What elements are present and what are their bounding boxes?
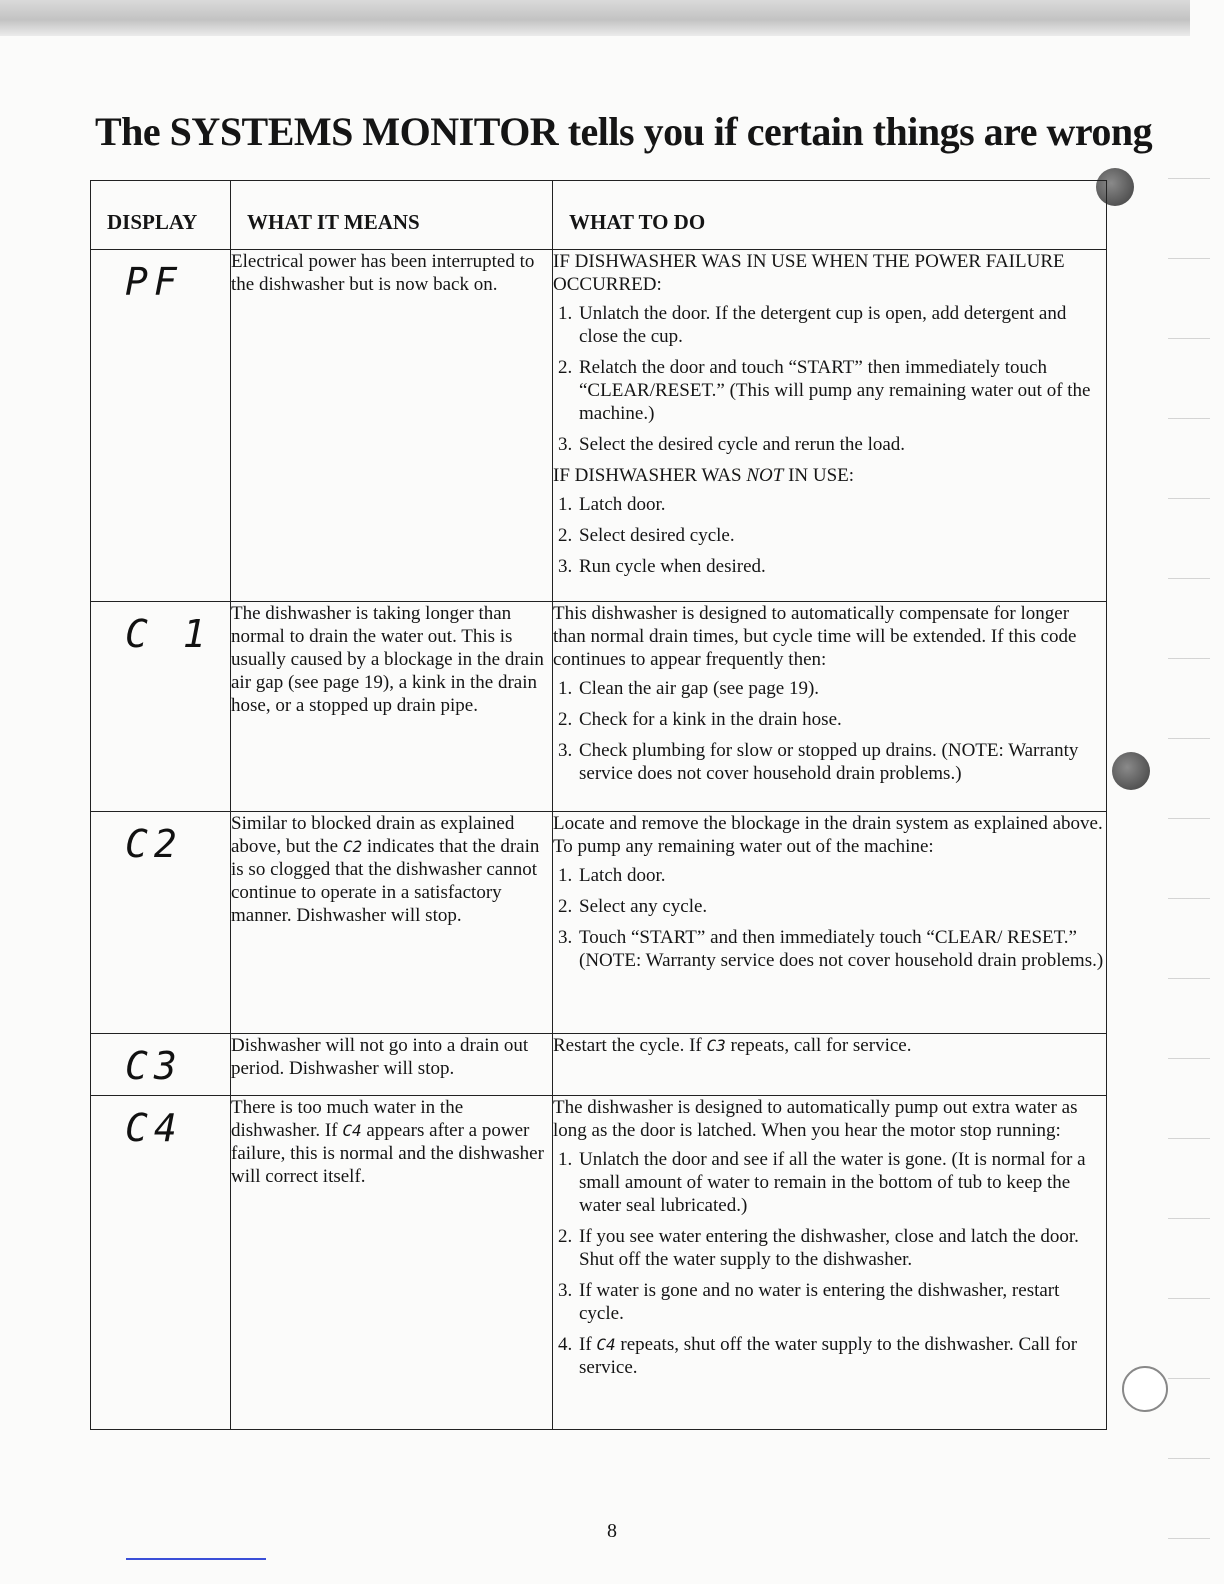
text-fragment: There is too much water in the dishwasher. If <box>231 1097 464 1141</box>
todo-intro-not-in-use <box>553 464 1106 487</box>
todo-step: 1. Clean the air gap (see page 19). <box>577 677 1106 700</box>
header-what-it-means: WHAT IT MEANS <box>231 181 553 250</box>
page-number: 8 <box>607 1520 617 1542</box>
todo-steps <box>553 302 1106 456</box>
hole-punch-middle <box>1112 752 1150 790</box>
text-fragment: IN USE: <box>783 465 855 486</box>
hole-punch-bottom <box>1122 1366 1168 1412</box>
text-fragment: Similar to blocked drain as explained above, but the <box>231 813 515 857</box>
systems-monitor-table <box>90 180 1107 1430</box>
todo-step: 3. Touch “START” and then immediately touch “CLEAR/ RESET.” (NOTE: Warranty service does not cover household drain problems.) <box>577 926 1106 972</box>
display-cell <box>91 1096 231 1430</box>
page-title: The SYSTEMS MONITOR tells you if certain things are wrong <box>95 109 1153 154</box>
meaning-cell: Dishwasher will not go into a drain out period. Dishwasher will stop. <box>231 1034 553 1096</box>
todo-step: 1. Unlatch the door. If the detergent cup is open, add detergent and close the cup. <box>577 302 1106 348</box>
emphasis-not: NOT <box>746 465 784 486</box>
todo-cell <box>553 1034 1107 1096</box>
display-cell <box>91 812 231 1034</box>
todo-intro: IF DISHWASHER WAS IN USE WHEN THE POWER FAILURE OCCURRED: <box>553 251 1065 295</box>
text-fragment: If <box>579 1334 597 1355</box>
todo-cell <box>553 1096 1107 1430</box>
text-fragment: Restart the cycle. If <box>553 1035 707 1056</box>
scan-top-band <box>0 0 1190 36</box>
display-code: PF <box>125 260 183 304</box>
header-what-to-do: WHAT TO DO <box>553 181 1107 250</box>
meaning-cell: The dishwasher is taking longer than normal to drain the water out. This is usually caused by a blockage in the drain air gap (see page 19), a kink in the drain hose, or a stopped up drain pipe. <box>231 602 553 812</box>
todo-step: 3. Run cycle when desired. <box>577 555 1106 578</box>
todo-step: 2. Select desired cycle. <box>577 524 1106 547</box>
todo-steps <box>553 1148 1106 1379</box>
todo-intro: This dishwasher is designed to automatically compensate for longer than normal drain times, but cycle time will be extended. If this code continues to appear frequently then: <box>553 603 1077 670</box>
todo-cell <box>553 602 1107 812</box>
display-code: C4 <box>125 1106 183 1150</box>
todo-step: 3. Check plumbing for slow or stopped up drains. (NOTE: Warranty service does not cover household drain problems.) <box>577 739 1106 785</box>
todo-step: 3. Select the desired cycle and rerun the load. <box>577 433 1106 456</box>
inline-display-code: C4 <box>342 1121 362 1140</box>
inline-display-code: C2 <box>342 837 363 856</box>
todo-step <box>577 1333 1106 1379</box>
display-cell <box>91 250 231 602</box>
text-fragment: IF DISHWASHER WAS <box>553 465 747 486</box>
table-row-c3 <box>91 1034 1107 1096</box>
table-row-c1 <box>91 602 1107 812</box>
todo-cell <box>553 250 1107 602</box>
todo-step: 2. Relatch the door and touch “START” then immediately touch “CLEAR/RESET.” (This will pump any remaining water out of the machine.) <box>577 356 1106 425</box>
meaning-cell <box>231 812 553 1034</box>
header-display: DISPLAY <box>91 181 231 250</box>
display-code: C 1 <box>125 612 212 656</box>
table-row-c2 <box>91 812 1107 1034</box>
meaning-cell: Electrical power has been interrupted to the dishwasher but is now back on. <box>231 250 553 602</box>
todo-step: 3. If water is gone and no water is entering the dishwasher, restart cycle. <box>577 1279 1106 1325</box>
todo-steps <box>553 677 1106 785</box>
inline-display-code: C4 <box>596 1335 616 1354</box>
todo-steps <box>553 864 1106 972</box>
text-fragment: appears after a power failure, this is normal and the dishwasher will correct itself. <box>231 1120 544 1187</box>
todo-intro: Locate and remove the blockage in the drain system as explained above. To pump any remaining water out of the machine: <box>553 813 1103 857</box>
todo-steps <box>553 493 1106 578</box>
display-cell <box>91 1034 231 1096</box>
todo-step: 1. Latch door. <box>577 493 1106 516</box>
display-code: C3 <box>125 1044 183 1088</box>
text-fragment: repeats, shut off the water supply to the dishwasher. Call for service. <box>579 1334 1078 1378</box>
todo-step: 2. Check for a kink in the drain hose. <box>577 708 1106 731</box>
todo-step: 1. Unlatch the door and see if all the water is gone. (It is normal for a small amount of water to remain in the bottom of tub to keep the water seal lubricated.) <box>577 1148 1106 1217</box>
display-code: C2 <box>125 822 183 866</box>
table-row-c4 <box>91 1096 1107 1430</box>
inline-display-code: C3 <box>706 1036 726 1055</box>
meaning-cell <box>231 1096 553 1430</box>
table-row-pf <box>91 250 1107 602</box>
todo-step: 2. If you see water entering the dishwasher, close and latch the door. Shut off the water supply to the dishwasher. <box>577 1225 1106 1271</box>
todo-intro: The dishwasher is designed to automatically pump out extra water as long as the door is latched. When you hear the motor stop running: <box>553 1097 1078 1141</box>
scan-edge-marks <box>1168 140 1210 1540</box>
text-fragment: repeats, call for service. <box>725 1035 912 1056</box>
todo-step: 1. Latch door. <box>577 864 1106 887</box>
table-header-row <box>91 181 1107 250</box>
todo-cell <box>553 812 1107 1034</box>
display-cell <box>91 602 231 812</box>
text-fragment: indicates that the drain is so clogged that the dishwasher cannot continue to operate in a satisfactory manner. Dishwasher will stop. <box>231 836 540 926</box>
todo-step: 2. Select any cycle. <box>577 895 1106 918</box>
scan-blue-underline <box>126 1558 266 1560</box>
